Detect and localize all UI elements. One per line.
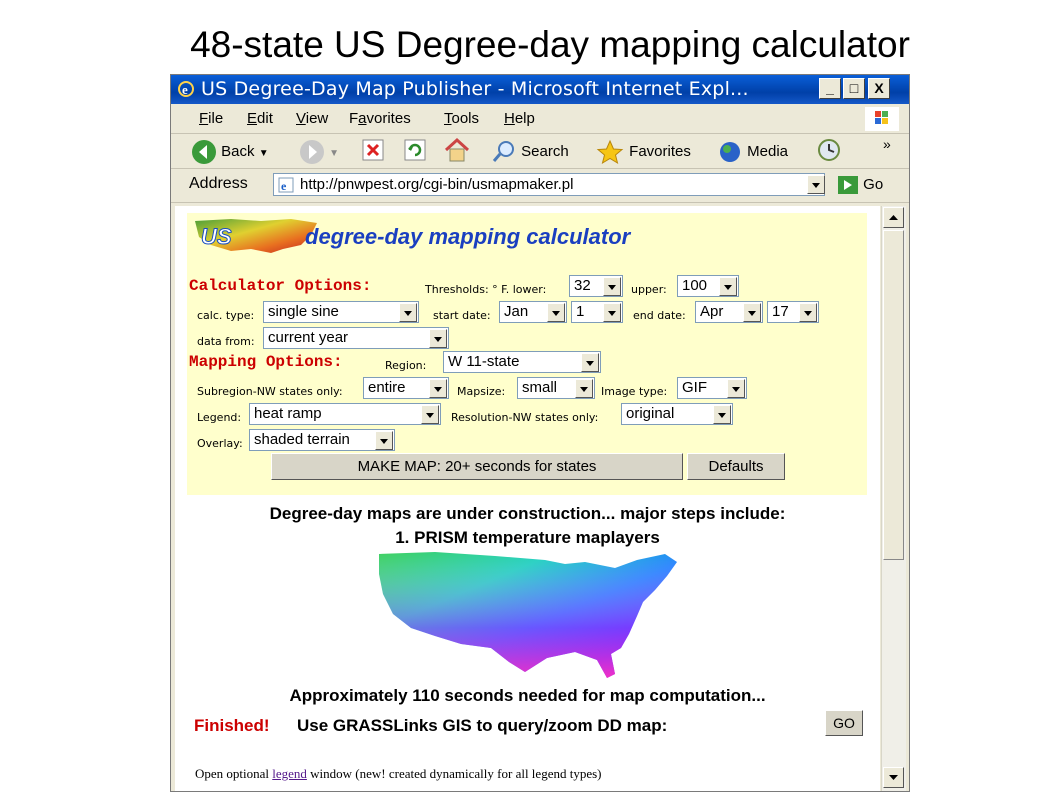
menu-help[interactable] — [504, 110, 535, 127]
lower-threshold-select[interactable] — [569, 275, 623, 297]
resolution-value: original — [626, 405, 675, 422]
start-day-select[interactable] — [571, 301, 623, 323]
chevron-down-icon — [727, 379, 745, 398]
maximize-button[interactable]: □ — [843, 78, 865, 99]
subregion-label: Subregion-NW states only: — [197, 385, 343, 398]
defaults-button[interactable]: Defaults — [687, 453, 785, 480]
resolution-select[interactable] — [621, 403, 733, 425]
image-type-value: GIF — [682, 379, 707, 396]
chevron-down-icon — [421, 405, 439, 424]
legend-link[interactable]: legend — [272, 766, 307, 781]
menu-favorites[interactable] — [349, 110, 411, 127]
media-label: Media — [747, 142, 789, 160]
chevron-down-icon — [547, 303, 565, 322]
footer-post-text: window (new! created dynamically for all legend types) — [310, 766, 602, 781]
region-label: Region: — [385, 359, 427, 372]
end-month-value: Apr — [700, 303, 724, 320]
toolbar — [171, 134, 909, 169]
forward-arrow-icon — [299, 139, 325, 165]
browser-window — [170, 74, 910, 792]
chevron-down-icon — [884, 768, 903, 787]
forward-dropdown-icon[interactable]: ▼ — [329, 147, 340, 159]
legend-value: heat ramp — [254, 405, 322, 422]
chevron-up-icon — [884, 208, 903, 227]
menu-edit-rest: dit — [257, 110, 273, 127]
favorites-button[interactable] — [595, 139, 691, 165]
close-button[interactable]: X — [868, 78, 890, 99]
image-type-select[interactable] — [677, 377, 747, 399]
back-label: Back — [221, 142, 255, 160]
start-month-select[interactable] — [499, 301, 567, 323]
address-label: Address — [189, 175, 248, 192]
prism-temperature-map — [375, 550, 685, 680]
calculator-options-heading: Calculator Options: — [189, 277, 372, 295]
home-icon[interactable] — [443, 137, 471, 163]
logo-us-text: US — [201, 224, 232, 249]
slide-title: 48-state US Degree-day mapping calculator — [190, 24, 910, 65]
chevron-down-icon — [603, 303, 621, 322]
calc-type-value: single sine — [268, 303, 339, 320]
start-month-value: Jan — [504, 303, 529, 320]
overlay-select[interactable] — [249, 429, 395, 451]
region-value: W 11-state — [448, 353, 520, 370]
end-month-select[interactable] — [695, 301, 763, 323]
menu-bar — [171, 105, 909, 134]
legend-window-note — [195, 766, 601, 782]
menu-edit[interactable] — [247, 110, 273, 127]
footer-pre-text: Open optional — [195, 766, 270, 781]
menu-favorites-rest: vorites — [366, 110, 411, 127]
data-from-select[interactable] — [263, 327, 449, 349]
menu-file-rest: ile — [208, 110, 224, 127]
menu-edit-key: E — [247, 110, 258, 127]
subregion-value: entire — [368, 379, 406, 396]
menu-tools[interactable] — [444, 110, 479, 127]
address-input[interactable] — [273, 173, 825, 196]
construction-status-text: Degree-day maps are under construction... major steps include: — [269, 504, 786, 523]
mapsize-label: Mapsize: — [457, 385, 506, 398]
minimize-button[interactable]: _ — [819, 78, 841, 99]
scroll-thumb[interactable] — [883, 230, 904, 560]
chevron-down-icon — [581, 353, 599, 372]
end-day-select[interactable] — [767, 301, 819, 323]
page-viewport — [175, 206, 880, 791]
svg-text:e: e — [182, 82, 188, 97]
menu-file[interactable] — [199, 110, 223, 127]
back-button[interactable] — [191, 139, 269, 165]
upper-threshold-value: 100 — [682, 277, 708, 294]
computation-time-text: Approximately 110 seconds needed for map computation... — [289, 686, 766, 705]
start-date-label: start date: — [433, 309, 491, 322]
scroll-up-button[interactable] — [883, 207, 904, 228]
menu-view[interactable] — [296, 110, 328, 127]
menu-tools-key: T — [444, 110, 452, 127]
go-label: Go — [863, 175, 884, 193]
mapsize-value: small — [522, 379, 558, 396]
data-from-label: data from: — [197, 335, 255, 348]
make-map-button[interactable]: MAKE MAP: 20+ seconds for states — [271, 453, 683, 480]
chevron-down-icon — [743, 303, 761, 322]
calc-type-label: calc. type: — [197, 309, 255, 322]
chevron-down-icon — [399, 303, 417, 322]
prism-step-text: 1. PRISM temperature maplayers — [395, 528, 660, 547]
image-type-label: Image type: — [601, 385, 668, 398]
chevron-down-icon — [713, 405, 731, 424]
address-bar — [171, 169, 909, 203]
title-bar[interactable] — [171, 75, 909, 104]
menu-help-key: H — [504, 110, 515, 127]
menu-tools-rest: ools — [451, 110, 480, 127]
go-arrow-icon — [837, 175, 859, 195]
start-day-value: 1 — [576, 303, 585, 320]
menu-favorites-key: a — [358, 110, 367, 127]
region-select[interactable] — [443, 351, 601, 373]
grasslinks-text: Use GRASSLinks GIS to query/zoom DD map: — [297, 716, 668, 735]
upper-threshold-select[interactable] — [677, 275, 739, 297]
window-title: US Degree-Day Map Publisher - Microsoft Internet Expl... — [201, 78, 749, 100]
resolution-label: Resolution-NW states only: — [451, 411, 599, 424]
end-date-label: end date: — [633, 309, 686, 322]
chevron-down-icon — [429, 329, 447, 348]
menu-favorites-pre: F — [349, 110, 359, 127]
menu-file-key: F — [199, 110, 209, 127]
options-panel — [187, 213, 867, 495]
chevron-down-icon — [603, 277, 621, 296]
media-icon — [717, 139, 743, 165]
data-from-value: current year — [268, 329, 349, 346]
page-icon — [278, 177, 294, 193]
search-label: Search — [521, 142, 569, 160]
search-button[interactable] — [491, 139, 569, 165]
address-url: http://pnwpest.org/cgi-bin/usmapmaker.pl — [300, 176, 574, 193]
mapping-options-heading: Mapping Options: — [189, 353, 343, 371]
mapsize-select[interactable] — [517, 377, 595, 399]
end-day-value: 17 — [772, 303, 789, 320]
stop-icon[interactable] — [361, 138, 385, 162]
grasslinks-go-button[interactable]: GO — [825, 710, 863, 736]
logo-title-text: degree-day mapping calculator — [305, 224, 631, 249]
chevron-down-icon — [429, 379, 447, 398]
favorites-star-icon — [595, 139, 625, 165]
overlay-label: Overlay: — [197, 437, 243, 450]
scroll-down-button[interactable] — [883, 767, 904, 788]
upper-label: upper: — [631, 283, 667, 296]
chevron-down-icon — [799, 303, 817, 322]
menu-view-rest: iew — [305, 110, 329, 127]
toolbar-chevron-icon[interactable]: » — [883, 136, 891, 152]
back-dropdown-icon[interactable]: ▼ — [258, 147, 269, 159]
search-icon — [491, 139, 517, 165]
refresh-icon[interactable] — [403, 138, 427, 162]
chevron-down-icon — [719, 277, 737, 296]
lower-threshold-value: 32 — [574, 277, 591, 294]
chevron-down-icon — [375, 431, 393, 450]
chevron-down-icon — [575, 379, 593, 398]
address-dropdown-icon[interactable] — [807, 175, 825, 194]
legend-label: Legend: — [197, 411, 242, 424]
subregion-select[interactable] — [363, 377, 449, 399]
overlay-value: shaded terrain — [254, 431, 350, 448]
menu-view-key: V — [296, 110, 306, 127]
menu-help-rest: elp — [514, 110, 535, 127]
forward-button[interactable] — [299, 139, 339, 165]
svg-text:e: e — [281, 179, 287, 193]
back-arrow-icon — [191, 139, 217, 165]
favorites-label: Favorites — [629, 142, 691, 160]
calc-type-select[interactable] — [263, 301, 419, 323]
go-button[interactable] — [837, 175, 883, 195]
windows-logo-icon — [865, 107, 899, 131]
thresholds-label: Thresholds: ° F. lower: — [425, 283, 547, 296]
legend-select[interactable] — [249, 403, 441, 425]
ie-icon — [177, 80, 195, 98]
history-icon[interactable] — [815, 138, 843, 162]
media-button[interactable] — [717, 139, 788, 165]
vertical-scrollbar[interactable] — [881, 206, 906, 791]
finished-label: Finished! — [194, 716, 270, 735]
